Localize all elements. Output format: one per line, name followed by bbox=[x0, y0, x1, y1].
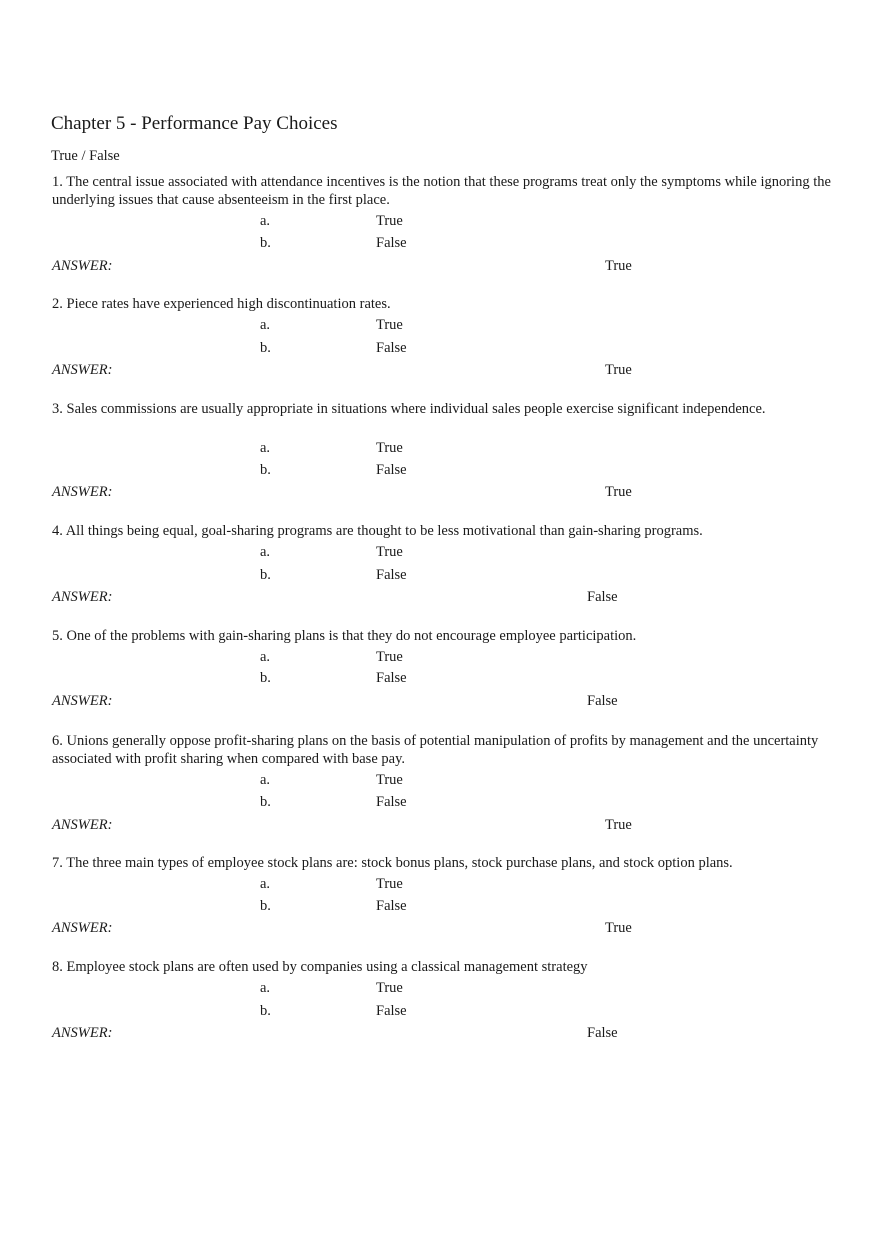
option-letter: b. bbox=[260, 462, 271, 478]
option-a bbox=[0, 771, 880, 789]
answer-row bbox=[0, 588, 880, 606]
answer-row bbox=[0, 361, 880, 379]
option-text: False bbox=[376, 340, 407, 356]
question-text: 4. All things being equal, goal-sharing programs are thought to be less motivational than gain-sharing programs. bbox=[52, 523, 703, 539]
option-letter: b. bbox=[260, 235, 271, 251]
option-letter: a. bbox=[260, 317, 271, 333]
option-text: True bbox=[376, 440, 403, 456]
answer-row bbox=[0, 483, 880, 501]
option-b bbox=[0, 566, 880, 584]
answer-value: False bbox=[587, 1025, 618, 1041]
option-text: False bbox=[376, 898, 407, 914]
option-letter: a. bbox=[260, 980, 271, 996]
option-letter: b. bbox=[260, 794, 271, 810]
answer-label: ANSWER: bbox=[52, 693, 113, 709]
option-text: True bbox=[376, 876, 403, 892]
option-b bbox=[0, 669, 880, 687]
option-text: False bbox=[376, 1003, 407, 1019]
question-text: 3. Sales commissions are usually appropriate in situations where individual sales people exercise significant independence. bbox=[52, 401, 766, 417]
answer-value: False bbox=[587, 589, 618, 605]
option-text: True bbox=[376, 649, 403, 665]
option-a bbox=[0, 979, 880, 997]
option-letter: b. bbox=[260, 340, 271, 356]
option-letter: b. bbox=[260, 1003, 271, 1019]
answer-row bbox=[0, 692, 880, 710]
answer-value: True bbox=[605, 362, 632, 378]
option-a bbox=[0, 543, 880, 561]
answer-value: True bbox=[605, 920, 632, 936]
option-letter: b. bbox=[260, 670, 271, 686]
answer-value: True bbox=[605, 817, 632, 833]
option-text: True bbox=[376, 317, 403, 333]
option-text: False bbox=[376, 670, 407, 686]
page-title: Chapter 5 - Performance Pay Choices bbox=[51, 113, 338, 134]
answer-label: ANSWER: bbox=[52, 589, 113, 605]
option-text: False bbox=[376, 462, 407, 478]
option-a bbox=[0, 648, 880, 666]
option-text: False bbox=[376, 567, 407, 583]
answer-row bbox=[0, 919, 880, 937]
answer-label: ANSWER: bbox=[52, 484, 113, 500]
option-b bbox=[0, 897, 880, 915]
option-letter: b. bbox=[260, 898, 271, 914]
option-text: False bbox=[376, 235, 407, 251]
answer-value: True bbox=[605, 258, 632, 274]
option-a bbox=[0, 439, 880, 457]
option-text: False bbox=[376, 794, 407, 810]
answer-row bbox=[0, 816, 880, 834]
answer-row bbox=[0, 257, 880, 275]
option-letter: a. bbox=[260, 440, 271, 456]
option-text: True bbox=[376, 544, 403, 560]
question-text: 8. Employee stock plans are often used by companies using a classical management strategy bbox=[52, 959, 588, 975]
option-text: True bbox=[376, 980, 403, 996]
answer-label: ANSWER: bbox=[52, 362, 113, 378]
answer-value: True bbox=[605, 484, 632, 500]
option-letter: a. bbox=[260, 213, 271, 229]
answer-label: ANSWER: bbox=[52, 1025, 113, 1041]
option-a bbox=[0, 212, 880, 230]
option-b bbox=[0, 339, 880, 357]
question-text: 1. The central issue associated with attendance incentives is the notion that these programs treat only the symptoms while ignoring the underlying issues that cause absenteeism in the first place. bbox=[52, 174, 831, 208]
option-a bbox=[0, 316, 880, 334]
option-b bbox=[0, 234, 880, 252]
option-text: True bbox=[376, 213, 403, 229]
option-b bbox=[0, 1002, 880, 1020]
option-letter: b. bbox=[260, 567, 271, 583]
section-heading: True / False bbox=[51, 148, 120, 164]
answer-label: ANSWER: bbox=[52, 258, 113, 274]
option-letter: a. bbox=[260, 544, 271, 560]
answer-value: False bbox=[587, 693, 618, 709]
option-letter: a. bbox=[260, 772, 271, 788]
option-text: True bbox=[376, 772, 403, 788]
option-b bbox=[0, 793, 880, 811]
question-text: 6. Unions generally oppose profit-sharing plans on the basis of potential manipulation of profits by management and the uncertainty associated with profit sharing when compared with base pay. bbox=[52, 733, 819, 767]
option-a bbox=[0, 875, 880, 893]
option-letter: a. bbox=[260, 876, 271, 892]
answer-label: ANSWER: bbox=[52, 920, 113, 936]
option-b bbox=[0, 461, 880, 479]
question-text: 2. Piece rates have experienced high discontinuation rates. bbox=[52, 296, 391, 312]
question-text: 7. The three main types of employee stock plans are: stock bonus plans, stock purchase plans, and stock option plans. bbox=[52, 855, 733, 871]
answer-label: ANSWER: bbox=[52, 817, 113, 833]
answer-row bbox=[0, 1024, 880, 1042]
option-letter: a. bbox=[260, 649, 271, 665]
question-text: 5. One of the problems with gain-sharing plans is that they do not encourage employee participation. bbox=[52, 628, 637, 644]
